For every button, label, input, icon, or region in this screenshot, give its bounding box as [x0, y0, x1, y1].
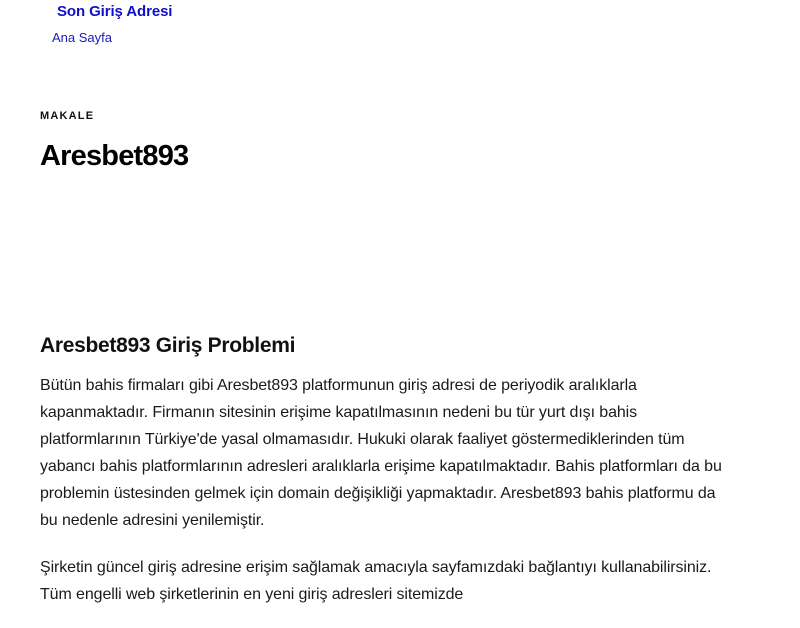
article-body [40, 332, 730, 628]
nav-item-home [52, 29, 112, 47]
paragraph: Şirketin güncel giriş adresine erişim sağlamak amacıyla sayfamızdaki bağlantıyı kullanabilirsiniz. Tüm engelli web şirketlerinin en yeni giriş adresleri sitemizde [40, 559, 712, 603]
category-label[interactable]: MAKALE [40, 110, 95, 122]
section-heading: Aresbet893 Giriş Problemi [40, 334, 296, 357]
paragraph: Bütün bahis firmaları gibi Aresbet893 platformunun giriş adresi de periyodik aralıklarla kapanmaktadır. Firmanın sitesinin erişime kapatılmasının nedeni bu tür yurt dışı bahis platformlarının Türkiye'de yasal olmamasıdır. Hukuki olarak faaliyet göstermediklerinden tüm yabancı bahis platformlarının adresleri aralıklarla erişime kapatılmaktadır. Bahis platformları da bu problemin üstesinden gelmek için domain değişikliği yapmaktadır. Aresbet893 bahis platformu da bu nedenle adresini yenilemiştir. [40, 377, 722, 529]
page-title: Aresbet893 [40, 140, 189, 172]
primary-nav [52, 29, 112, 47]
nav-link-home[interactable]: Ana Sayfa [52, 30, 112, 45]
site-title-link[interactable]: Son Giriş Adresi [57, 3, 173, 20]
site-header [0, 0, 800, 60]
